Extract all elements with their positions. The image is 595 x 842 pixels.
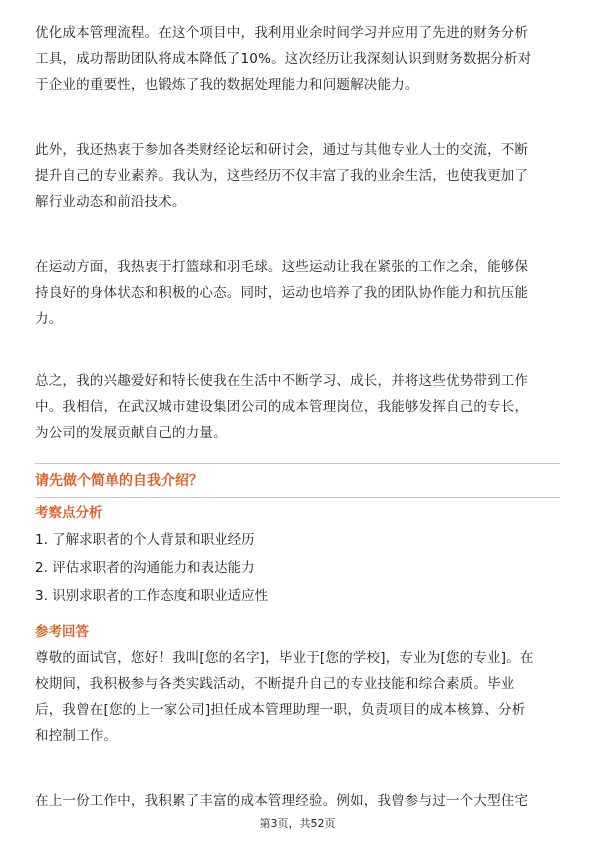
text-line: 尊敬的面试官，您好！我叫[您的名字]，毕业于[您的学校]，专业为[您的专业]。在 <box>35 650 534 666</box>
paragraph-text <box>35 137 562 215</box>
text-line: 于企业的重要性，也锻炼了我的数据处理能力和问题解决能力。 <box>35 77 419 93</box>
question-title: 请先做个简单的自我介绍？ <box>35 473 203 489</box>
analysis-item: 1. 了解求职者的个人背景和职业经历 <box>35 532 255 548</box>
analysis-item: 3. 识别求职者的工作态度和职业适应性 <box>35 588 269 604</box>
paragraph-cost-process <box>35 20 562 98</box>
answer-heading: 参考回答 <box>35 624 89 640</box>
section-divider <box>35 463 560 464</box>
text-line: 总之，我的兴趣爱好和特长使我在生活中不断学习、成长，并将这些优势带到工作 <box>35 373 529 389</box>
paragraph-text <box>35 254 562 332</box>
answer-paragraph-experience <box>35 788 562 814</box>
text-line: 后，我曾在[您的上一家公司]担任成本管理助理一职，负责项目的成本核算、分析 <box>35 702 526 718</box>
text-line: 解行业动态和前沿技术。 <box>35 194 186 210</box>
paragraph-summary <box>35 368 562 446</box>
paragraph-text <box>35 788 562 814</box>
text-line: 此外，我还热衷于参加各类财经论坛和研讨会，通过与其他专业人士的交流，不断 <box>35 142 529 158</box>
paragraph-sports <box>35 254 562 332</box>
text-line: 在运动方面，我热衷于打篮球和羽毛球。这些运动让我在紧张的工作之余，能够保 <box>35 259 529 275</box>
text-line: 校期间，我积极参与各类实践活动，不断提升自己的专业技能和综合素质。毕业 <box>35 676 515 692</box>
text-line: 优化成本管理流程。在这个项目中，我利用业余时间学习并应用了先进的财务分析 <box>35 25 529 41</box>
analysis-heading: 考察点分析 <box>35 505 103 521</box>
text-line: 在上一份工作中，我积累了丰富的成本管理经验。例如，我曾参与过一个大型住宅 <box>35 793 529 809</box>
text-line: 工具，成功帮助团队将成本降低了10%。这次经历让我深刻认识到财务数据分析对 <box>35 51 532 67</box>
text-line: 提升自己的专业素养。我认为，这些经历不仅丰富了我的业余生活，也使我更加了 <box>35 168 529 184</box>
text-line: 持良好的身体状态和积极的心态。同时，运动也培养了我的团队协作能力和抗压能 <box>35 285 529 301</box>
page-number: 第3页，共52页 <box>259 817 336 830</box>
answer-paragraph-intro <box>35 645 562 749</box>
question-divider <box>35 497 560 498</box>
text-line: 中。我相信，在武汉城市建设集团公司的成本管理岗位，我能够发挥自己的专长， <box>35 399 529 415</box>
paragraph-forums <box>35 137 562 215</box>
paragraph-text <box>35 20 562 98</box>
text-line: 力。 <box>35 311 63 327</box>
analysis-item: 2. 评估求职者的沟通能力和表达能力 <box>35 560 255 576</box>
paragraph-text <box>35 645 562 749</box>
paragraph-text <box>35 368 562 446</box>
text-line: 和控制工作。 <box>35 728 118 744</box>
text-line: 为公司的发展贡献自己的力量。 <box>35 425 227 441</box>
